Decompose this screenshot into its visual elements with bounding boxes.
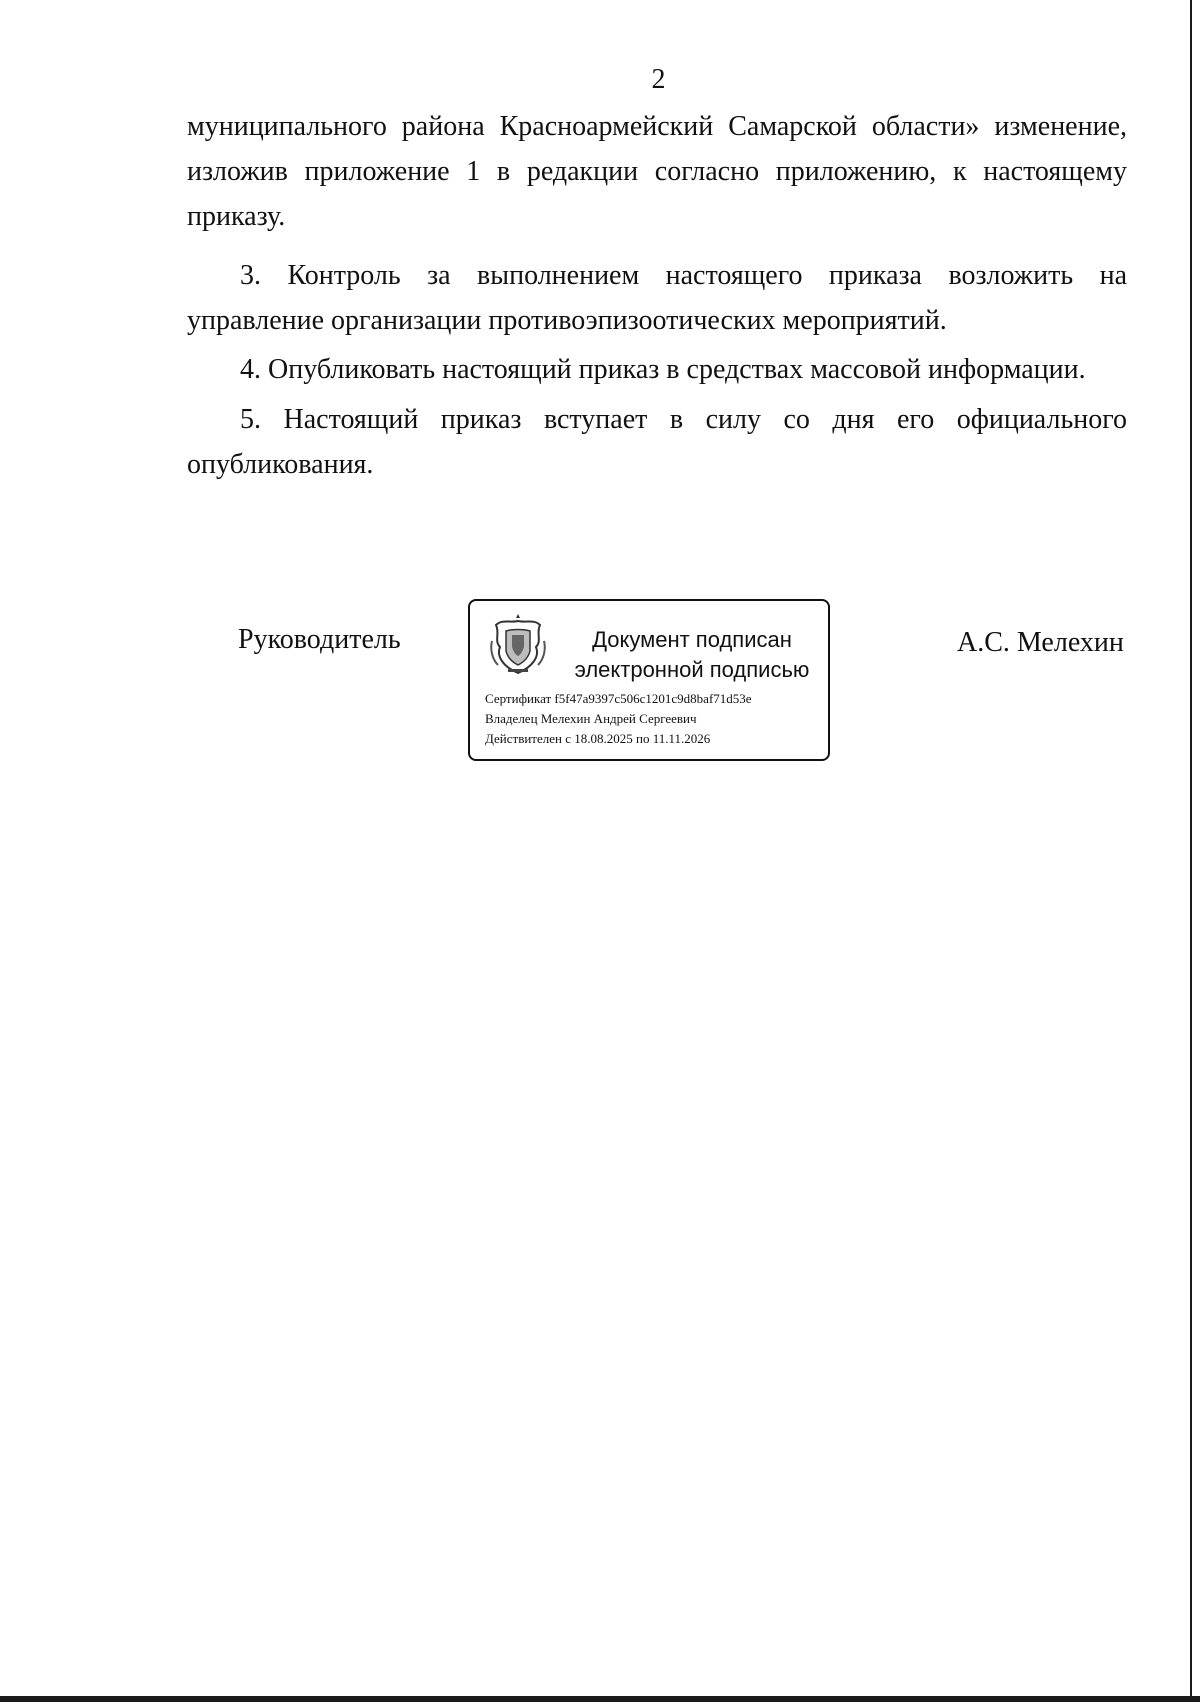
paragraph-4: 4. Опубликовать настоящий приказ в средствах массовой информации. xyxy=(240,354,1086,385)
paragraph-3: 3. Контроль за выполнением настоящего приказа возложить на управление организации противоэпизоотических мероприятий. xyxy=(187,260,1127,336)
paragraph-1-continuation: муниципального района Красноармейский Самарской области» изменение, изложив приложение 1 в редакции согласно приложению, к настоящему приказу. xyxy=(187,111,1127,232)
signer-name: А.С. Мелехин xyxy=(957,627,1124,658)
scan-border-right xyxy=(1190,0,1192,1702)
paragraph-5: 5. Настоящий приказ вступает в силу со дня его официального опубликования. xyxy=(187,404,1127,480)
stamp-details xyxy=(485,689,752,749)
stamp-certificate: Сертификат f5f47a9397c506c1201c9d8baf71d53e xyxy=(485,691,752,706)
stamp-title-line-1: Документ подписан xyxy=(592,627,792,652)
scan-border-bottom xyxy=(0,1696,1200,1702)
page-number: 2 xyxy=(651,64,666,95)
electronic-signature-stamp xyxy=(468,599,830,761)
stamp-owner: Владелец Мелехин Андрей Сергеевич xyxy=(485,711,697,726)
stamp-title-line-2: электронной подписью xyxy=(574,657,810,682)
signer-position: Руководитель xyxy=(238,624,401,655)
coat-of-arms-icon xyxy=(488,611,548,677)
stamp-validity: Действителен с 18.08.2025 по 11.11.2026 xyxy=(485,731,711,746)
stamp-title xyxy=(558,625,826,685)
